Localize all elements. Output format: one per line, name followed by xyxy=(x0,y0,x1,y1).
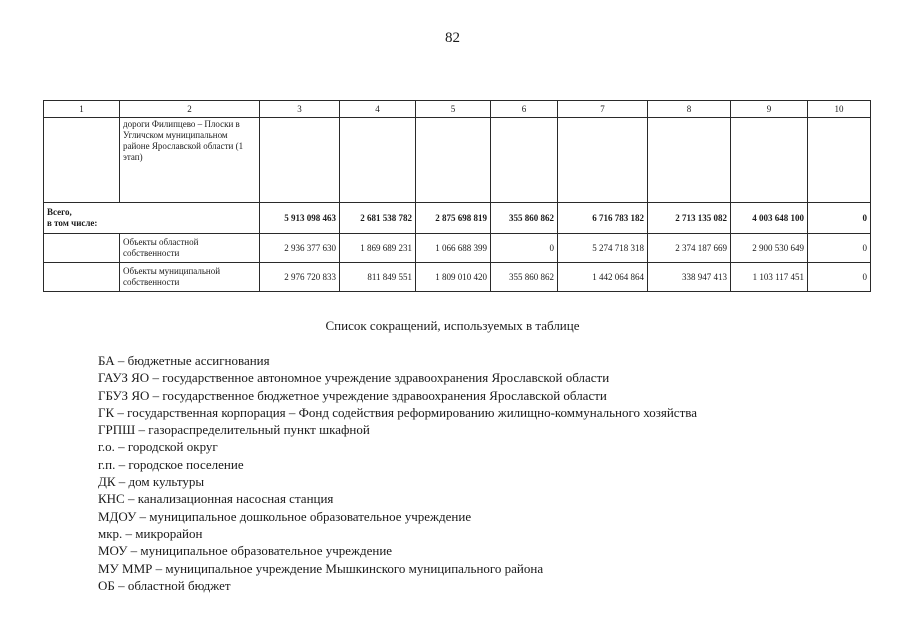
total-value: 6 716 783 182 xyxy=(558,203,648,234)
abbreviation-item: БА – бюджетные ассигнования xyxy=(98,353,270,368)
table-cell xyxy=(808,118,871,203)
row-value: 2 900 530 649 xyxy=(731,234,808,263)
abbreviations-list xyxy=(98,352,697,594)
row-value: 811 849 551 xyxy=(340,263,416,292)
total-value: 0 xyxy=(808,203,871,234)
total-value: 2 681 538 782 xyxy=(340,203,416,234)
row-value: 1 442 064 864 xyxy=(558,263,648,292)
abbreviation-item: МОУ – муниципальное образовательное учреждение xyxy=(98,543,393,559)
table-cell xyxy=(44,263,120,292)
row-value: 1 869 689 231 xyxy=(340,234,416,263)
row-value: 0 xyxy=(491,234,558,263)
row-value: 2 936 377 630 xyxy=(260,234,340,263)
abbreviation-item: МУ ММР – муниципальное учреждение Мышкинского муниципального района xyxy=(98,560,544,576)
row-value: 355 860 862 xyxy=(491,263,558,292)
row-name: Объекты муниципальной собственности xyxy=(120,263,260,292)
column-number-header: 1 xyxy=(44,101,120,118)
row-value: 0 xyxy=(808,234,871,263)
row-value: 1 066 688 399 xyxy=(416,234,491,263)
total-value: 5 913 098 463 xyxy=(260,203,340,234)
total-value: 2 875 698 819 xyxy=(416,203,491,234)
table-row-regional-objects xyxy=(44,234,871,263)
page-number: 82 xyxy=(445,30,460,46)
column-number-header: 10 xyxy=(808,101,871,118)
road-object-name: дороги Филипцево – Плоски в Угличском муниципальном районе Ярославской области (1 этап) xyxy=(120,118,260,203)
total-value: 4 003 648 100 xyxy=(731,203,808,234)
table-cell xyxy=(491,118,558,203)
abbreviation-item: мкр. – микрорайон xyxy=(98,525,203,541)
abbreviation-item: ГРПШ – газораспределительный пункт шкафной xyxy=(98,422,370,438)
row-value: 0 xyxy=(808,263,871,292)
column-number-header: 3 xyxy=(260,101,340,118)
column-number-header: 9 xyxy=(731,101,808,118)
row-value: 2 374 187 669 xyxy=(648,234,731,263)
abbreviation-item: МДОУ – муниципальное дошкольное образовательное учреждение xyxy=(98,508,472,524)
abbreviation-item: ГК – государственная корпорация – Фонд содействия реформированию жилищно-коммунального хозяйства xyxy=(98,404,697,420)
row-name: Объекты областной собственности xyxy=(120,234,260,263)
table-row-total xyxy=(44,203,871,234)
row-value: 5 274 718 318 xyxy=(558,234,648,263)
column-number-header: 8 xyxy=(648,101,731,118)
column-number-header: 7 xyxy=(558,101,648,118)
table-cell xyxy=(260,118,340,203)
abbreviation-item: КНС – канализационная насосная станция xyxy=(98,491,334,507)
row-value: 338 947 413 xyxy=(648,263,731,292)
budget-table-container xyxy=(43,100,871,292)
row-value: 1 809 010 420 xyxy=(416,263,491,292)
column-number-header: 4 xyxy=(340,101,416,118)
column-number-header: 6 xyxy=(491,101,558,118)
abbreviation-item: г.о. – городской округ xyxy=(98,439,218,455)
total-label-cell xyxy=(44,203,260,234)
abbreviations-title: Список сокращений, используемых в таблице xyxy=(325,318,580,333)
row-value: 2 976 720 833 xyxy=(260,263,340,292)
abbreviation-item: ДК – дом культуры xyxy=(98,474,205,490)
row-value: 1 103 117 451 xyxy=(731,263,808,292)
table-cell xyxy=(44,234,120,263)
table-cell xyxy=(340,118,416,203)
total-value: 355 860 862 xyxy=(491,203,558,234)
table-cell xyxy=(416,118,491,203)
column-number-header: 5 xyxy=(416,101,491,118)
table-header-row xyxy=(44,101,871,118)
abbreviation-item: ГАУЗ ЯО – государственное автономное учреждение здравоохранения Ярославской области xyxy=(98,370,610,386)
table-cell xyxy=(731,118,808,203)
table-row-municipal-objects xyxy=(44,263,871,292)
table-cell xyxy=(44,118,120,203)
column-number-header: 2 xyxy=(120,101,260,118)
table-cell xyxy=(648,118,731,203)
budget-table xyxy=(43,100,871,292)
table-cell xyxy=(558,118,648,203)
total-label: Всего, в том числе: xyxy=(47,207,98,228)
abbreviation-item: ОБ – областной бюджет xyxy=(98,577,231,593)
total-value: 2 713 135 082 xyxy=(648,203,731,234)
table-row-road-object xyxy=(44,118,871,203)
abbreviation-item: ГБУЗ ЯО – государственное бюджетное учреждение здравоохранения Ярославской области xyxy=(98,387,607,403)
abbreviation-item: г.п. – городское поселение xyxy=(98,456,244,472)
